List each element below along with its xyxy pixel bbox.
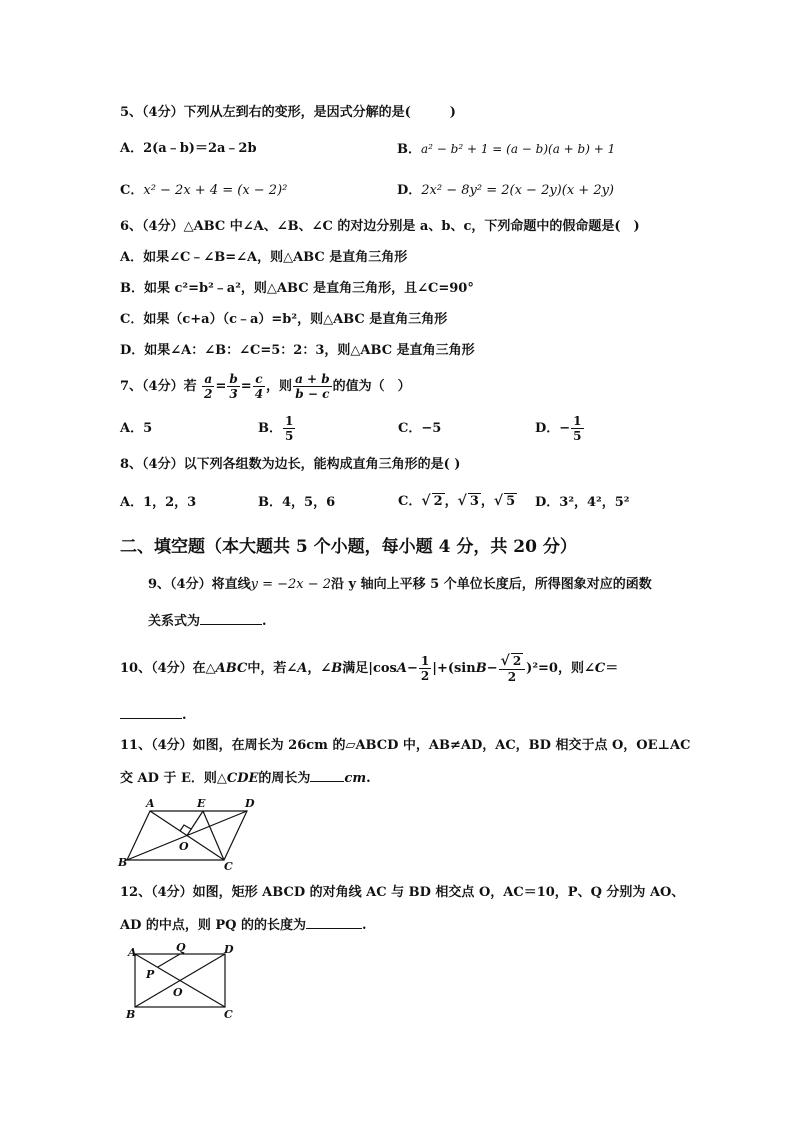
q5-option-d-expr: 2x² − 8y² = 2(x − 2y)(x + 2y) — [421, 183, 615, 198]
label-d: D — [224, 943, 234, 956]
q8-stem: 8、（4分）以下列各组数为边长，能构成直角三角形的是( ) — [120, 457, 461, 472]
q9-part2: 沿 y 轴向上平移 5 个单位长度后，所得图象对应的函数 — [331, 577, 652, 592]
q7-mid: ，则 — [266, 379, 293, 394]
q5-option-c-expr: x² − 2x + 4 = (x − 2)² — [143, 183, 288, 198]
label-p: P — [146, 968, 155, 981]
q9-line2-text: 关系式为 — [148, 614, 201, 629]
q11-answer-blank[interactable] — [310, 769, 344, 782]
q5-option-a: A．2(a﹣b)＝2a﹣2b — [120, 141, 257, 156]
q11-unit: cm — [344, 771, 367, 786]
label-d: D — [245, 797, 255, 810]
label-c: C — [224, 860, 233, 873]
q8-sqrt2: 2 — [433, 494, 443, 509]
q7-frac-expr: $\frac{a + b}{b - c}$ — [295, 372, 330, 401]
q7-eq2: = — [240, 379, 252, 394]
q7-option-b-frac: $\frac{1}{5}$ — [285, 414, 294, 443]
q12-line2: AD 的中点，则 PQ 的的长度为 . — [120, 918, 367, 933]
q7-option-b-label: B． — [258, 421, 282, 436]
q8-sqrt5: 5 — [506, 494, 516, 509]
q5-option-c — [120, 182, 287, 200]
q9-answer-blank[interactable] — [200, 612, 262, 625]
q12-rectangle-figure — [120, 942, 242, 1022]
q7-option-d — [535, 410, 585, 448]
q6-option-d: D．如果∠A：∠B：∠C=5：2：3，则△ABC 是直角三角形 — [120, 343, 475, 358]
q5-option-b-label: B． — [397, 142, 421, 157]
q7-eq1: = — [215, 379, 227, 394]
q5-option-c-label: C． — [120, 183, 144, 198]
q8-option-d: D．3²，4²，5² — [535, 495, 630, 510]
q6-stem: 6、（4分）△ABC 中∠A、∠B、∠C 的对边分别是 a、b、c，下列命题中的假命题是( ) — [120, 219, 640, 234]
q7-option-b — [258, 410, 296, 448]
q9-expr: y = −2x − 2 — [250, 577, 332, 592]
q12-line1: 12、（4分）如图，矩形 ABCD 的对角线 AC 与 BD 相交点 O，AC＝10，P、Q 分别为 AO、 — [120, 885, 685, 900]
q5-option-b — [397, 140, 615, 159]
segment-pq — [158, 954, 181, 967]
q10-answer-blank[interactable] — [120, 706, 182, 719]
q11-line1: 11、（4分）如图，在周长为 26cm 的▱ABCD 中，AB≠AD，AC，BD 相交于点 O，OE⊥AC — [120, 738, 691, 753]
q7-option-d-label: D．− — [535, 421, 571, 436]
q11-parallelogram-figure — [112, 796, 262, 874]
q10-frac-sqrt2: $\frac{√ 2}{2}$ — [499, 653, 526, 684]
q9-line2: 关系式为 . — [148, 614, 267, 629]
q8-option-c: C．√ 2 ，√ 3 ，√ 5 — [398, 493, 516, 509]
label-a: A — [146, 797, 155, 810]
q7-frac-b3: $\frac{b}{3}$ — [229, 372, 238, 401]
label-a: A — [128, 946, 137, 959]
q7-prefix: 7、（4分）若 — [120, 379, 197, 394]
q12-answer-blank[interactable] — [306, 916, 362, 929]
q7-suffix: 的值为（ ） — [332, 379, 411, 394]
label-c: C — [224, 1008, 233, 1021]
label-e: E — [197, 797, 206, 810]
q8-option-c-label: C． — [398, 494, 422, 509]
q10-triangle: △ABC — [205, 661, 248, 676]
q7-option-a: A．5 — [120, 421, 153, 436]
label-q: Q — [176, 942, 186, 954]
q10-line2: . — [120, 706, 187, 725]
q7-frac-c4: $\frac{c}{4}$ — [254, 372, 264, 401]
q8-option-a: A．1，2，3 — [120, 495, 197, 510]
q7-option-d-frac: $\frac{1}{5}$ — [573, 414, 582, 443]
section-2-title: 二、填空题（本大题共 5 个小题，每小题 4 分，共 20 分） — [120, 537, 577, 557]
right-angle-mark — [180, 825, 191, 831]
q9-part1: 9、（4分）将直线 — [148, 577, 251, 592]
q9-line1 — [148, 576, 652, 594]
q11-line2: 交 AD 于 E．则△CDE的周长为 cm. — [120, 771, 371, 786]
q6-option-c: C．如果（c+a）（c﹣a）=b²，则△ABC 是直角三角形 — [120, 312, 448, 327]
q7-frac-a2: $\frac{a}{2}$ — [204, 372, 213, 401]
label-o: O — [179, 840, 189, 853]
label-b: B — [118, 856, 128, 869]
q8-sqrt3: 3 — [469, 494, 479, 509]
q5-option-b-expr: a² − b² + 1 = (a − b)(a + b) + 1 — [421, 142, 616, 156]
q5-stem: 5、（4分）下列从左到右的变形，是因式分解的是( ) — [120, 105, 456, 120]
label-b: B — [126, 1008, 136, 1021]
q5-option-d — [397, 182, 614, 200]
q5-option-d-label: D． — [397, 183, 422, 198]
q7-stem — [120, 370, 411, 404]
q7-option-c: C．−5 — [398, 421, 442, 436]
q8-option-b: B．4，5，6 — [258, 495, 336, 510]
q6-option-b: B．如果 c²=b²﹣a²，则△ABC 是直角三角形，且∠C=90° — [120, 281, 474, 296]
label-o: O — [173, 986, 183, 999]
q6-option-a: A．如果∠C﹣∠B=∠A，则△ABC 是直角三角形 — [120, 250, 408, 265]
q10-line1: 10、（4分）在△ABC中，若∠A，∠B满足|cosA− $\frac{1}{2}$ |+(sinB− $\frac{√ 2}{2}$ )²=0，则∠C＝ — [120, 653, 619, 684]
q10-frac-half: $\frac{1}{2}$ — [420, 654, 430, 683]
